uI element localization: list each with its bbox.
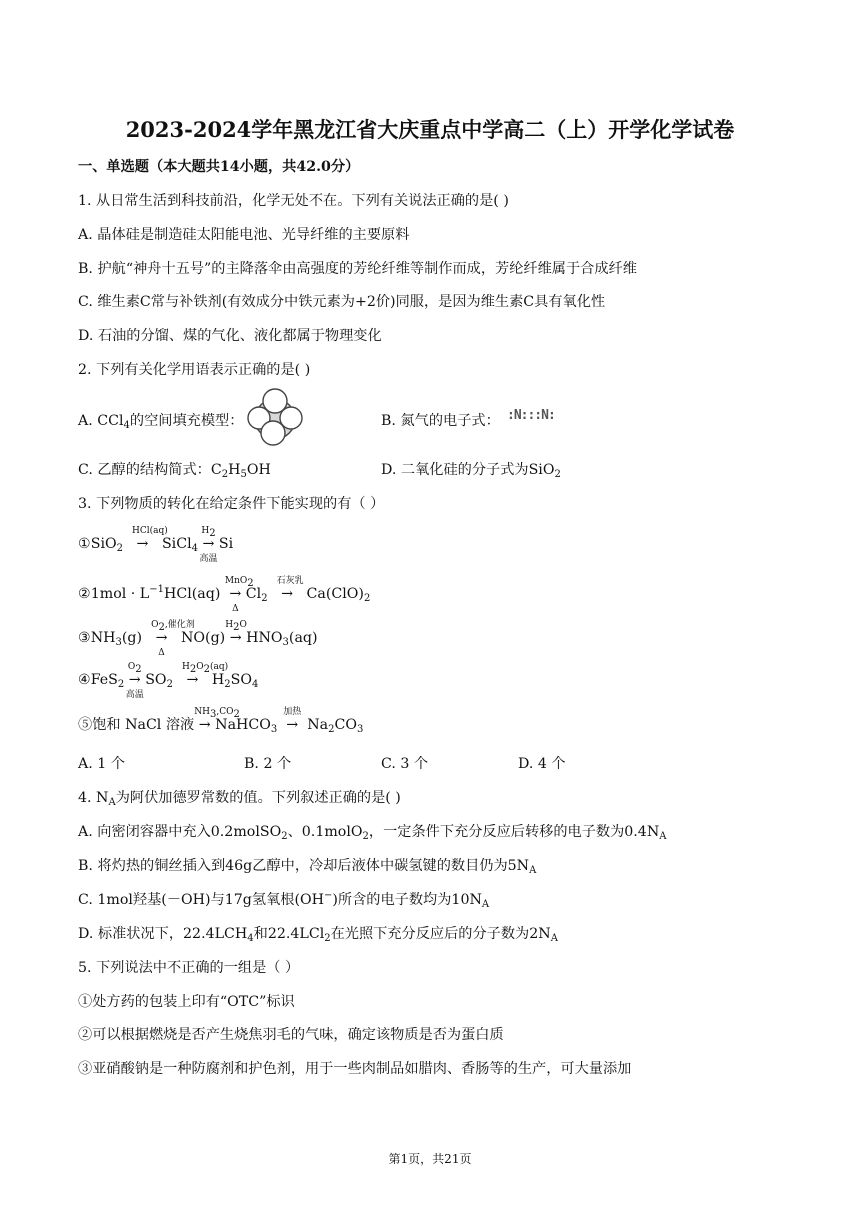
n2-electron-formula: :N:::N:	[507, 408, 555, 423]
q5-stem: 5. 下列说法中不正确的一组是（ ）	[78, 960, 300, 976]
q3-reaction-5: ⑤饱和 NaCl 溶液 → $NH_3,CO_2$ NaHCO$_3$ → 加热 $Na_2CO_3$	[78, 707, 364, 735]
q3-reaction-2: ②1mol · $L^{-1}HCl(aq)$ → MnO$_2$ Δ $Cl_2$ → 石灰乳 $Ca(ClO)_2$	[78, 576, 371, 614]
q3-option-c: C. 3 个	[381, 756, 429, 772]
q5-item-2: ②可以根据燃烧是否产生烧焦羽毛的气味，确定该物质是否为蛋白质	[78, 1027, 504, 1043]
q1-option-a: A. 晶体硅是制造硅太阳能电池、光导纤维的主要原料	[78, 227, 410, 243]
q3-option-b: B. 2 个	[244, 756, 292, 772]
q2-stem: 2. 下列有关化学用语表示正确的是( )	[78, 362, 311, 378]
q3-option-a: A. 1 个	[78, 756, 125, 772]
q5-item-3: ③亚硝酸钠是一种防腐剂和护色剂，用于一些肉制品如腊肉、香肠等的生产，可大量添加	[78, 1061, 632, 1077]
q1-option-c: C. 维生素C常与补铁剂(有效成分中铁元素为+2价)同服，是因为维生素C具有氧化性	[78, 294, 606, 310]
q2-option-c: C. 乙醇的结构简式：$C_2H_5OH$	[78, 462, 271, 480]
q3-reaction-4: ④FeS$_2$ → $O_2$ 高温 $SO_2$ → $H_2O_2(aq)$ $H_2SO_4$	[78, 662, 259, 700]
q1-option-d: D. 石油的分馏、煤的气化、液化都属于物理变化	[78, 328, 382, 344]
q3-reaction-3: $③NH_3(g)$ → $O_2$,催化剂 Δ NO(g) → $H_2O$ $HNO_3(aq)$	[78, 620, 318, 658]
q1-stem: 1. 从日常生活到科技前沿，化学无处不在。下列有关说法正确的是( )	[78, 193, 509, 209]
q2-option-d: D. 二氧化硅的分子式为SiO$_2$	[381, 462, 561, 480]
q4-option-a: A. 向密闭容器中充入0.2molSO$_2$、0.1molO$_2$，一定条件下充分反应后转移的电子数为$0.4N_A$	[78, 824, 667, 842]
q4-option-b: B. 将灼热的铜丝插入到46g乙醇中，冷却后液体中碳氢键的数目仍为$5N_A$	[78, 858, 537, 876]
q4-option-d: D. 标准状况下，$22.4LCH_4$和22.4LCl$_2$在光照下充分反应后的分子数为$2N_A$	[78, 926, 558, 944]
q3-option-d: D. 4 个	[518, 756, 566, 772]
q3-reaction-1: ①SiO$_2$ → HCl(aq) SiCl$_4$ → $H_2$ 高温 Si	[78, 526, 234, 564]
q3-stem: 3. 下列物质的转化在给定条件下能实现的有（ ）	[78, 496, 385, 512]
page-title: 2023-2024学年黑龙江省大庆重点中学高二（上）开学化学试卷	[125, 117, 735, 142]
page-footer: 第1页，共21页	[388, 1152, 472, 1166]
q2-option-a: A. CCl$_4$的空间填充模型：	[78, 413, 244, 431]
q1-option-b: B. 护航“神舟十五号”的主降落伞由高强度的芳纶纤维等制作而成，芳纶纤维属于合成纤维	[78, 261, 637, 277]
q2-option-b: B. 氮气的电子式：	[381, 413, 500, 429]
section-heading: 一、单选题（本大题共14小题，共42.0分）	[78, 159, 360, 175]
q4-stem: 4. $N_A$为阿伏加德罗常数的值。下列叙述正确的是( )	[78, 790, 401, 808]
ccl4-space-filling-model	[245, 388, 305, 446]
q4-option-c: C. 1mol羟基(－OH)与17g氢氧根(OH−)所含的电子数均为$10N_A$	[78, 890, 490, 910]
q5-item-1: ①处方药的包装上印有“OTC”标识	[78, 994, 295, 1010]
